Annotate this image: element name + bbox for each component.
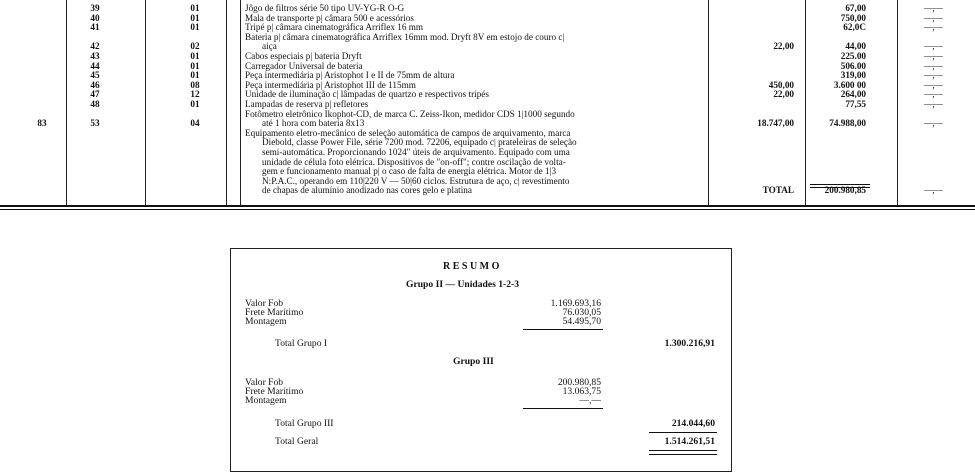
total-price-cell: 506.00 <box>840 60 866 71</box>
unit-price-cell: 450,00 <box>768 79 794 90</box>
table-row <box>0 109 975 119</box>
total-price-cell: 62,0C <box>843 22 866 33</box>
description-cell: Carregador Universal de bateria <box>245 60 363 71</box>
table-row <box>0 157 975 167</box>
description-cell: Lampadas de reserva p| refletores <box>245 99 369 109</box>
table-row <box>0 147 975 157</box>
observation-cell: —,— <box>924 79 942 90</box>
total-price-cell: 44,00 <box>845 41 866 52</box>
table-row <box>0 137 975 147</box>
item-number-cell: 53 <box>90 118 100 129</box>
g2-valor-fob-label: Valor Fob <box>245 377 284 388</box>
item-number-cell: 40 <box>90 12 100 23</box>
g2-total-label: Total Grupo III <box>275 418 334 429</box>
item-number-cell: 42 <box>90 41 100 52</box>
table-row <box>0 41 975 51</box>
total-price-cell: 264,00 <box>840 89 866 100</box>
description-cell: Bateria p| câmara cinematográfica Arriflex 16mm mod. Dryft 8V em estojo de couro c| <box>245 31 565 42</box>
quantity-cell: 08 <box>190 79 200 90</box>
item-number-cell: 41 <box>90 22 100 33</box>
table-row <box>0 118 975 128</box>
description-cell: N:P.A.C., operando em 110|220 V — 50|60 ciclos. Estrutura de aço, c| revestimento <box>262 175 570 186</box>
total-price-cell: 200.980,85 <box>824 185 866 196</box>
table-row <box>0 70 975 80</box>
g1-valor-fob-value: 1.169.693,16 <box>550 298 601 309</box>
g2-valor-fob-value: 200.980,85 <box>557 377 601 388</box>
g1-subtotal-rule <box>523 329 603 330</box>
table-row <box>0 32 975 42</box>
g2-frete-value: 13.063,75 <box>562 386 601 397</box>
description-cell: Diebold, classe Power File, série 7200 mod. 72206, equipado c| prateleiras de seleção <box>262 137 577 148</box>
items-table <box>0 0 975 205</box>
table-row <box>0 166 975 176</box>
description-cell: Tripé p| câmara cinematográfica Arriflex 16 mm <box>245 22 424 33</box>
observation-cell: —,— <box>924 12 942 23</box>
observation-cell: —,— <box>924 118 942 129</box>
summary-box <box>230 248 732 472</box>
observation-cell: —,— <box>924 51 942 61</box>
item-number-cell: 45 <box>90 70 100 81</box>
g1-frete-value: 76.030,05 <box>562 307 601 318</box>
description-cell: Jôgo de filtros série 50 tipo UV-YG-R O-G <box>245 3 405 13</box>
total-price-cell: 3.600 00 <box>833 79 866 90</box>
grand-total-rule <box>649 450 717 451</box>
observation-cell: —,— <box>924 70 942 81</box>
total-price-cell: 319,00 <box>840 70 866 81</box>
description-cell: unidade de célula foto elétrica. Dispositivos de "on-off"; contre oscilação de volta- <box>262 156 566 167</box>
g1-valor-fob-label: Valor Fob <box>245 298 284 309</box>
grand-total-label: Total Geral <box>275 436 319 447</box>
observation-cell: —,— <box>924 99 942 109</box>
observation-cell: —,— <box>924 185 942 196</box>
description-cell: Peça intermediária p| Aristophot III de 115mm <box>245 79 416 90</box>
g2-montagem-label: Montagem <box>245 395 287 406</box>
observation-cell: —,— <box>924 41 942 52</box>
table-row <box>0 3 975 13</box>
group-iii-heading: Grupo III <box>453 356 494 367</box>
description-cell: Cabos especiais p| bateria Dryft <box>245 51 362 61</box>
description-cell: até 1 hora com bateria 8x13 <box>262 118 365 129</box>
quantity-cell: 01 <box>190 70 200 81</box>
unit-price-cell: TOTAL <box>762 185 794 196</box>
table-row <box>0 80 975 90</box>
item-number-cell: 47 <box>90 89 100 100</box>
g2-total-rule <box>649 432 717 433</box>
item-number-cell: 48 <box>90 99 100 109</box>
table-row <box>0 61 975 71</box>
item-number-cell: 43 <box>90 51 100 61</box>
table-row <box>0 51 975 61</box>
ref-cell: 83 <box>37 118 47 129</box>
table-bottom-rule <box>0 209 975 210</box>
quantity-cell: 01 <box>190 12 200 23</box>
g1-total-value: 1.300.216,91 <box>664 338 715 349</box>
total-rule <box>810 184 870 185</box>
item-number-cell: 44 <box>90 60 100 71</box>
g2-total-value: 214.044,60 <box>671 418 715 429</box>
table-row <box>0 89 975 99</box>
description-cell: gem e funcionamento manual p| o caso de falta de energia elétrica. Motor de 1|3 <box>262 166 557 177</box>
table-row <box>0 99 975 109</box>
g1-montagem-value: 54.495,70 <box>562 316 601 327</box>
observation-cell: —,— <box>924 22 942 33</box>
quantity-cell: 01 <box>190 60 200 71</box>
total-rule <box>810 187 870 188</box>
quantity-cell: 01 <box>190 22 200 33</box>
quantity-cell: 12 <box>190 89 200 100</box>
description-cell: Fotômetro eletrônico Ikophot-CD, de marca C. Zeiss-Ikon, medidor CDS 1|1000 segundo <box>245 108 575 119</box>
description-cell: Unidade de iluminação c| lâmpadas de quartzo e respectivos tripés <box>245 89 489 100</box>
g2-frete-label: Frete Marítimo <box>245 386 304 397</box>
quantity-cell: 02 <box>190 41 200 52</box>
table-bottom-rule <box>0 205 975 207</box>
item-number-cell: 46 <box>90 79 100 90</box>
description-cell: Equipamento eletro-mecânico de seleção automática de campos de arquivamento, marca <box>245 127 571 138</box>
total-price-cell: 74.988,00 <box>829 118 866 129</box>
unit-price-cell: 22,00 <box>773 89 794 100</box>
description-cell: aiça <box>262 41 277 52</box>
g1-frete-label: Frete Marítimo <box>245 307 304 318</box>
group-ii-heading: Grupo II — Unidades 1-2-3 <box>406 279 520 290</box>
quantity-cell: 04 <box>190 118 200 129</box>
total-price-cell: 67,00 <box>845 3 866 13</box>
item-number-cell: 39 <box>90 3 100 13</box>
g2-subtotal-rule <box>523 408 603 409</box>
table-row <box>0 13 975 23</box>
g1-total-label: Total Grupo I <box>275 338 328 349</box>
observation-cell: —,— <box>924 89 942 100</box>
g1-montagem-label: Montagem <box>245 316 287 327</box>
unit-price-cell: 18.747,00 <box>757 118 794 129</box>
observation-cell: —,— <box>924 60 942 71</box>
unit-price-cell: 22,00 <box>773 41 794 52</box>
table-row <box>0 128 975 138</box>
quantity-cell: 01 <box>190 99 200 109</box>
description-cell: Peça intermediária p| Aristophot I e II de 75mm de altura <box>245 70 455 81</box>
grand-total-rule <box>649 454 717 455</box>
description-cell: semi-automática. Proporcionando 1024" úteis de arquivamento. Equipado com uma <box>262 147 570 157</box>
quantity-cell: 01 <box>190 3 200 13</box>
observation-cell: —,— <box>924 3 942 13</box>
table-row <box>0 22 975 32</box>
total-price-cell: 77,55 <box>845 99 866 109</box>
grand-total-value: 1.514.261,51 <box>664 436 715 447</box>
quantity-cell: 01 <box>190 51 200 61</box>
summary-title: R E S U M O <box>443 261 500 272</box>
description-cell: Mala de transporte p| câmara 500 e acessórios <box>245 12 414 23</box>
g2-montagem-value: —,— <box>579 395 601 406</box>
total-price-cell: 225.00 <box>840 51 866 61</box>
total-price-cell: 750,00 <box>840 12 866 23</box>
description-cell: de chapas de alumínio anodizado nas cores gelo e platina <box>262 185 472 196</box>
